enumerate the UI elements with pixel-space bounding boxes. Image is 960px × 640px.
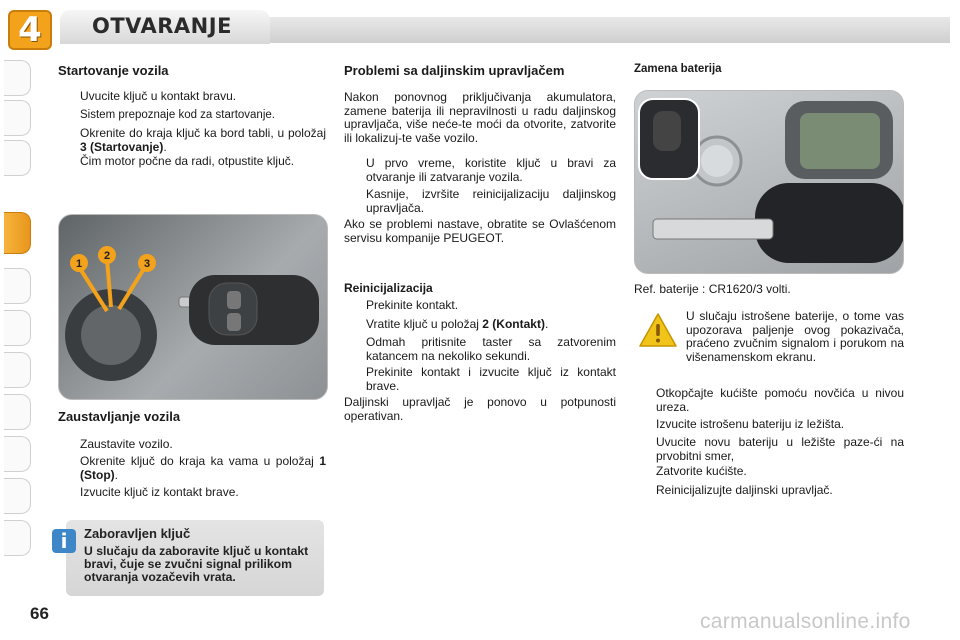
list-item: Okrenite do kraja ključ ka bord tabli, u položaj 3 (Startovanje).: [80, 126, 326, 154]
list-note: Sistem prepoznaje kod za startovanje.: [80, 109, 275, 121]
list-item: Otkopčajte kućište pomoću novčića u nivou ureza.: [656, 386, 904, 414]
list-item: Uvucite novu bateriju u ležište paze-ći na prvobitni smer,: [656, 435, 904, 463]
list-item: Okrenite ključ do kraja ka vama u položaj 1 (Stop).: [80, 454, 326, 482]
ignition-key-illustration: [59, 215, 327, 399]
section-heading-reinit: Reinicijalizacija: [344, 281, 433, 295]
chapter-tab[interactable]: [4, 268, 31, 304]
battery-reference: Ref. baterije : CR1620/3 volti.: [634, 282, 791, 296]
chapter-tab[interactable]: [4, 478, 31, 514]
section-heading-remote-problems: Problemi sa daljinskim upravljačem: [344, 63, 565, 78]
list-item: Izvucite istrošenu bateriju iz ležišta.: [656, 417, 845, 431]
chapter-title: OTVARANJE: [92, 14, 232, 38]
watermark: carmanualsonline.info: [700, 610, 911, 633]
section-heading-battery: Zamena baterija: [634, 63, 722, 75]
warning-text: U slučaju istrošene baterije, o tome vas upozorava paljenje ovog pokazivača, praćeno zvučnim signalom i porukom na višenamenskom ekranu.: [686, 309, 904, 364]
section-heading-start: Startovanje vozila: [58, 63, 169, 78]
battery-illustration: [635, 91, 903, 273]
chapter-tabs-rail: [0, 60, 34, 580]
list-item: Kasnije, izvršite reinicijalizaciju daljinskog upravljača.: [366, 187, 616, 215]
battery-replacement-photo: [634, 90, 904, 274]
chapter-number-badge: 4: [8, 10, 52, 50]
list-item: Uvucite ključ u kontakt bravu.: [80, 89, 237, 103]
chapter-tab[interactable]: [4, 394, 31, 430]
position-label-1: 1: [75, 258, 83, 270]
section-heading-stop: Zaustavljanje vozila: [58, 409, 181, 424]
page-number: 66: [30, 604, 49, 623]
chapter-tab[interactable]: [4, 60, 31, 96]
chapter-tab-active[interactable]: [4, 212, 31, 254]
info-box-title: Zaboravljen ključ: [84, 526, 191, 541]
position-label-3: 3: [143, 258, 151, 270]
info-box-text: U slučaju da zaboravite ključ u kontakt bravi, čuje se zvučni signal prilikom otvaranja vozačevih vrata.: [84, 544, 309, 584]
list-item: Prekinite kontakt i izvucite ključ iz kontakt brave.: [366, 365, 616, 393]
paragraph: Ako se problemi nastave, obratite se Ovlašćenom servisu kompanije PEUGEOT.: [344, 217, 616, 245]
chapter-tab[interactable]: [4, 436, 31, 472]
info-icon: i: [52, 529, 76, 553]
list-item: Odmah pritisnite taster sa zatvorenim katancem na nekoliko sekundi.: [366, 335, 616, 363]
list-item: Prekinite kontakt.: [366, 298, 459, 312]
position-label-2: 2: [103, 250, 111, 262]
warning-triangle-icon: [638, 312, 678, 348]
list-item: Čim motor počne da radi, otpustite ključ.: [80, 154, 295, 168]
list-item: Zaustavite vozilo.: [80, 437, 173, 451]
ignition-key-photo: [58, 214, 328, 400]
chapter-tab[interactable]: [4, 100, 31, 136]
paragraph: Daljinski upravljač je ponovo u potpunosti operativan.: [344, 395, 616, 423]
list-item: Zatvorite kućište.: [656, 464, 747, 478]
info-box-forgotten-key: [66, 520, 324, 596]
chapter-tab[interactable]: [4, 310, 31, 346]
paragraph: Nakon ponovnog priključivanja akumulatora, zamene baterija ili nepravilnosti u radu daljinskog upravljača, više neće-te moći da otvorite, zatvorite ili lokalizuj-te vaše vozilo.: [344, 90, 616, 145]
list-item: Izvucite ključ iz kontakt brave.: [80, 485, 239, 499]
chapter-tab[interactable]: [4, 352, 31, 388]
chapter-tab[interactable]: [4, 520, 31, 556]
list-item: U prvo vreme, koristite ključ u bravi za otvaranje ili zatvaranje vozila.: [366, 156, 616, 184]
chapter-tab[interactable]: [4, 140, 31, 176]
chapter-header: [0, 0, 960, 48]
list-item: Reinicijalizujte daljinski upravljač.: [656, 483, 833, 497]
list-item: Vratite ključ u položaj 2 (Kontakt).: [366, 317, 549, 331]
